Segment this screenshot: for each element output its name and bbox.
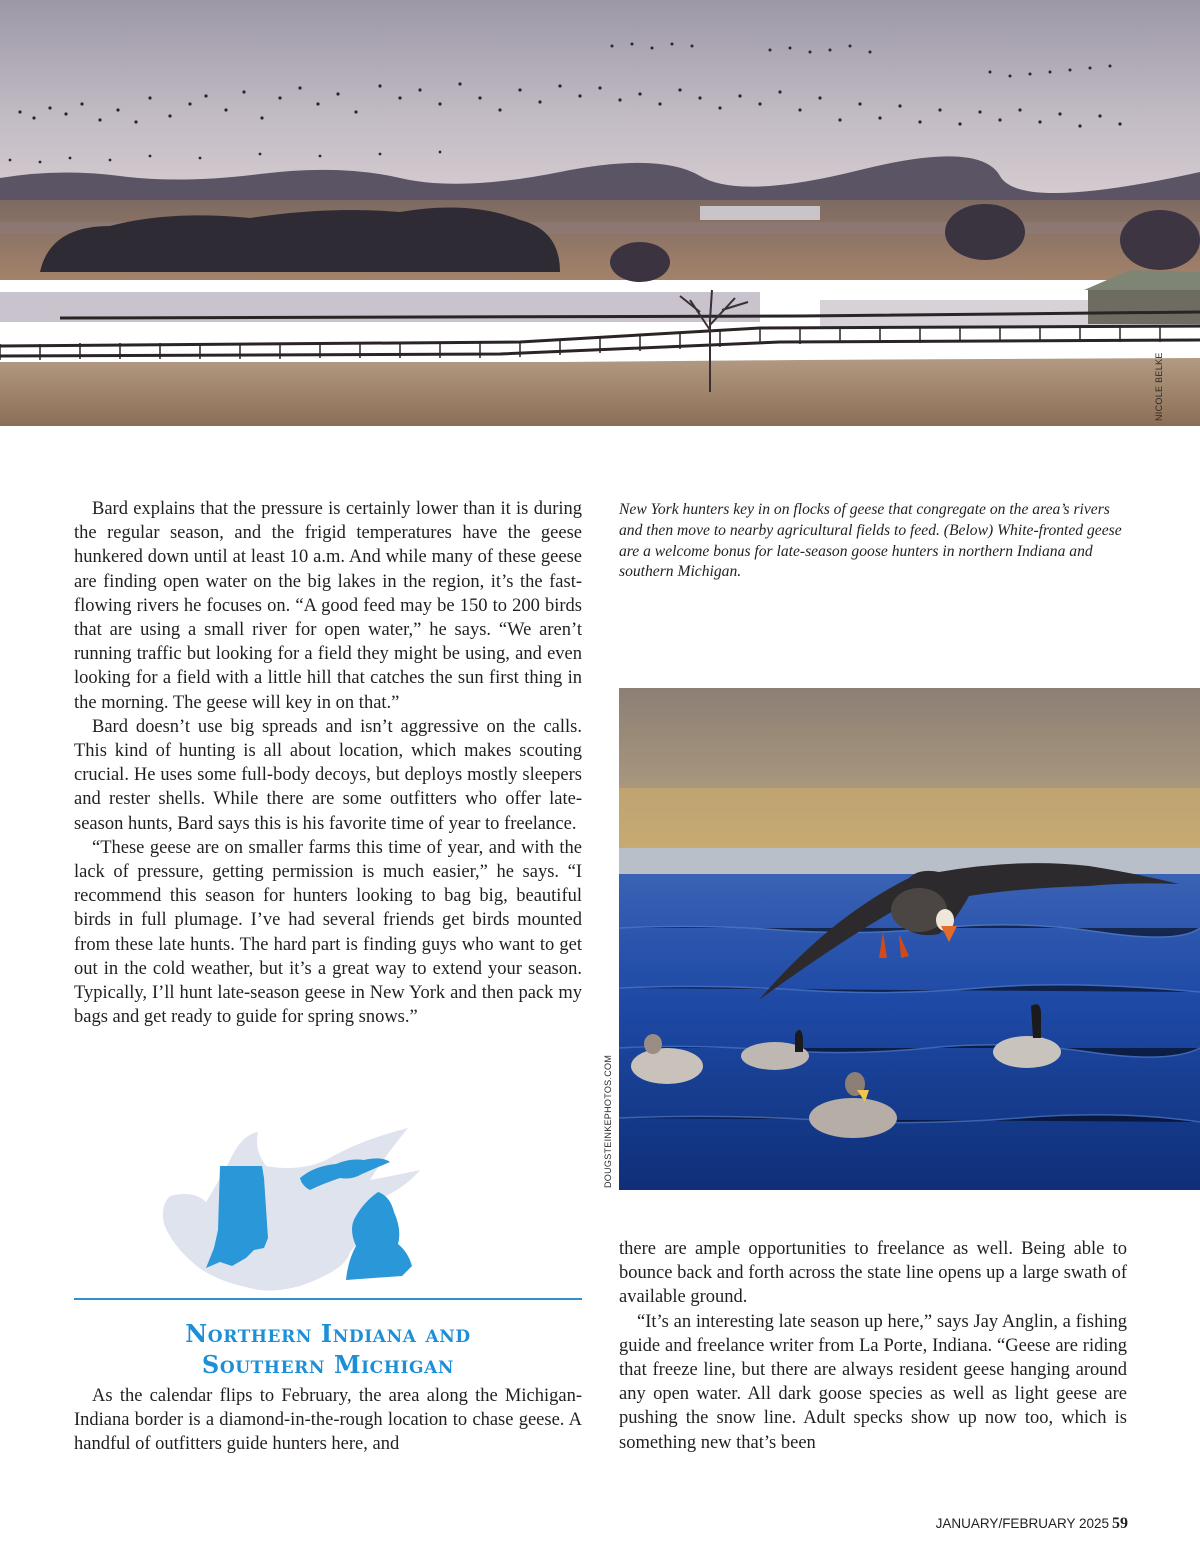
section-heading	[74, 1318, 582, 1380]
paragraph: “It’s an interesting late season up here,” says Jay Anglin, a fishing guide and freelance writer from La Porte, Indiana. “Geese are riding that freeze line, but there are always resident geese hanging around any open water. All dark goose species as well as light geese are pushing the snow line. Adult specks show up now too, which is something new that’s been	[619, 1311, 1127, 1453]
paragraph: Bard doesn’t use big spreads and isn’t aggressive on the calls. This kind of hunting is all about location, which makes scouting crucial. He uses some full-body decoys, but deploys mostly sleepers and rester shells. While there are some outfitters who offer late-season hunts, Bard says this is his favorite time of year to freelance.	[74, 716, 582, 834]
page-number: 59	[1112, 1515, 1128, 1532]
photo-caption: New York hunters key in on flocks of geese that congregate on the area’s rivers and then move to nearby agricultural fields to feed. (Below) White-fronted geese are a welcome bonus for late-season goose hunters in northern Indiana and southern Michigan.	[619, 501, 1122, 581]
left-column-text	[74, 497, 582, 1029]
hero-photo-image	[0, 0, 1200, 426]
hero-photo-credit: NICOLE BELKE	[1154, 352, 1164, 421]
geese-photo-image	[619, 688, 1200, 1190]
section-heading-line-1: Northern Indiana and	[185, 1319, 471, 1348]
issue-date: JANUARY/FEBRUARY 2025	[935, 1516, 1109, 1531]
right-column-text	[619, 1237, 1127, 1455]
page-folio	[936, 1515, 1128, 1533]
geese-photo-credit: DOUGSTEINKEPHOTOS.COM	[603, 1054, 613, 1188]
paragraph: there are ample opportunities to freelance as well. Being able to bounce back and forth across the state line opens up a large swath of available ground.	[619, 1239, 1127, 1308]
paragraph: Bard explains that the pressure is certainly lower than it is during the regular season, and the frigid temperatures have the geese hunkered down until at least 10 a.m. And while many of these geese are finding open water on the big lakes in the region, it’s the fast-flowing rivers he focuses on. “A good feed may be 150 to 200 birds that are using a small river for open water,” he says. “We aren’t running traffic but looking for a field they might be using, and even looking for a field with a little hill that catches the sun first thing in the morning. The geese will key in on that.”	[74, 499, 582, 713]
paragraph: As the calendar flips to February, the area along the Michigan-Indiana border is a diamond-in-the-rough location to chase geese. A handful of outfitters guide hunters here, and	[74, 1386, 582, 1455]
geese-photo	[619, 688, 1200, 1190]
indiana-michigan-map-graphic	[150, 1120, 450, 1300]
section-divider	[74, 1298, 582, 1300]
section-intro-text	[74, 1384, 582, 1457]
paragraph: “These geese are on smaller farms this time of year, and with the lack of pressure, getting permission is much easier,” he says. “I recommend this season for hunters looking to bag big, beautiful birds in full plumage. I’ve had several friends get birds mounted from these late hunts. The hard part is finding guys who want to get out in the cold weather, but it’s a great way to extend your season. Typically, I’ll hunt late-season geese in New York and then pack my bags and get ready to guide for spring snows.”	[74, 837, 582, 1028]
hero-photo	[0, 0, 1200, 426]
section-heading-line-2: Southern Michigan	[201, 1350, 455, 1379]
goose-silhouette-with-states-icon	[150, 1120, 450, 1300]
